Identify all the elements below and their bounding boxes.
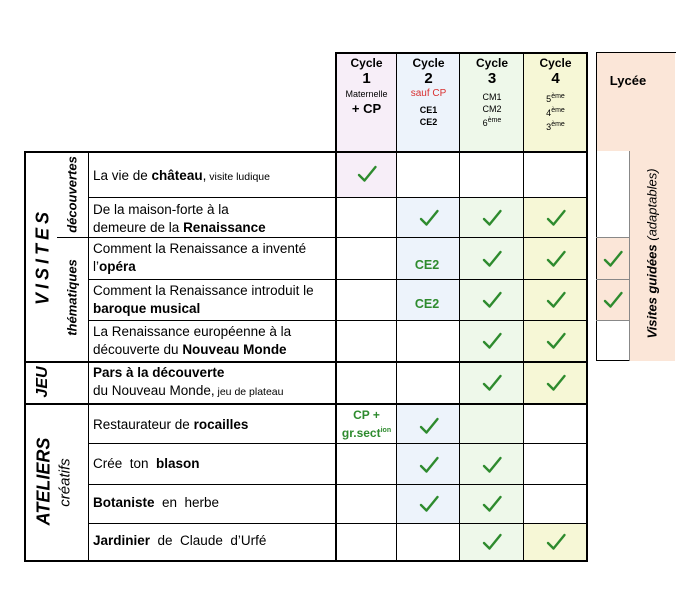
grid-line bbox=[24, 151, 26, 562]
grid-line bbox=[596, 52, 597, 361]
row-10-post: de Claude d’Urfé bbox=[150, 533, 267, 548]
grid-line bbox=[596, 279, 630, 280]
check-icon bbox=[418, 416, 440, 436]
row-label-5 bbox=[93, 323, 338, 359]
lycee-header: Lycée bbox=[609, 73, 647, 88]
row-3-line2: l’ bbox=[93, 259, 99, 274]
cycle-3-number: 3 bbox=[487, 70, 497, 87]
grid-line bbox=[596, 360, 630, 361]
check-icon bbox=[481, 249, 503, 269]
check-icon bbox=[418, 208, 440, 228]
cycle-4-line2-sup: ème bbox=[551, 107, 565, 114]
cycle-3-label: Cycle bbox=[475, 56, 509, 70]
row-label-3 bbox=[93, 240, 338, 276]
grid-line bbox=[88, 484, 587, 485]
row-9-bold: Botaniste bbox=[93, 495, 155, 510]
cycle-1-line2: + CP bbox=[351, 101, 382, 116]
check-icon bbox=[481, 331, 503, 351]
cycle-3-line2: CM2 bbox=[482, 104, 502, 114]
check-icon bbox=[418, 494, 440, 514]
row-label-10 bbox=[93, 532, 338, 550]
cycle-2-line1: sauf CP bbox=[410, 88, 447, 99]
cell-cp-line2: gr.sect bbox=[341, 426, 381, 440]
grid-line bbox=[596, 52, 676, 53]
check-icon bbox=[545, 249, 567, 269]
check-icon bbox=[545, 331, 567, 351]
cycle-4-header bbox=[524, 56, 587, 133]
visites-guidees-text: Visites guidées bbox=[644, 244, 660, 339]
cycle-2-label: Cycle bbox=[412, 56, 445, 70]
grid-line bbox=[24, 151, 588, 153]
row-3-line1: Comment la Renaissance a inventé bbox=[93, 241, 307, 256]
row-2-line1: De la maison-forte à la bbox=[93, 202, 229, 217]
check-icon bbox=[545, 373, 567, 393]
cycle-4-number: 4 bbox=[551, 70, 560, 87]
check-icon bbox=[545, 290, 567, 310]
cycle-4-line2: 4 bbox=[546, 108, 552, 118]
grid-line bbox=[88, 237, 587, 238]
row-1-tiny: visite ludique bbox=[206, 171, 270, 183]
row-label-9 bbox=[93, 494, 338, 512]
check-icon bbox=[481, 290, 503, 310]
grid-line bbox=[629, 151, 630, 361]
row-7-pre: Restaurateur de bbox=[93, 417, 194, 432]
row-label-6 bbox=[93, 364, 338, 401]
grid-line bbox=[88, 279, 587, 280]
section-ateliers: ATELIERS bbox=[33, 437, 54, 526]
row-label-7 bbox=[93, 416, 338, 434]
row-4-line1: Comment la Renaissance introduit le bbox=[93, 283, 314, 298]
grid-line bbox=[335, 52, 588, 54]
cycle-1-line1: Maternelle bbox=[345, 89, 388, 99]
cycle-3-line3-sup: ème bbox=[487, 117, 502, 124]
grid-line bbox=[88, 443, 587, 444]
check-icon bbox=[418, 455, 440, 475]
row-9-post: en herbe bbox=[154, 495, 220, 510]
section-thematiques: thématiques bbox=[64, 259, 80, 336]
row-8-bold: blason bbox=[156, 456, 200, 471]
row-8-pre: Crée ton bbox=[93, 456, 157, 471]
check-icon bbox=[356, 164, 378, 184]
row-label-4 bbox=[93, 282, 338, 318]
cycle-2-number: 2 bbox=[424, 70, 433, 87]
check-icon bbox=[602, 290, 624, 310]
cycle-1-number: 1 bbox=[362, 70, 371, 87]
row-6-bold: Pars à la découverte bbox=[93, 365, 225, 380]
cycle-1-header bbox=[336, 56, 397, 118]
row-5-line1: La Renaissance européenne à la bbox=[93, 324, 292, 339]
cell-cp-grsection bbox=[336, 408, 397, 441]
grid-line bbox=[24, 361, 588, 363]
row-7-bold: rocailles bbox=[193, 417, 249, 432]
row-3-bold: opéra bbox=[99, 259, 136, 274]
check-icon bbox=[481, 532, 503, 552]
section-jeu: JEU bbox=[34, 366, 51, 398]
cell-ce2-row3: CE2 bbox=[414, 258, 440, 272]
section-visites: VISITES bbox=[32, 207, 53, 306]
grid-line bbox=[596, 237, 630, 238]
visites-guidees-label bbox=[645, 154, 660, 354]
row-1-bold: château bbox=[151, 168, 203, 183]
cycle-2-line2: CE1 bbox=[419, 105, 438, 115]
cycle-2-line3: CE2 bbox=[419, 117, 438, 127]
cycle-4-label: Cycle bbox=[539, 56, 572, 70]
check-icon bbox=[545, 208, 567, 228]
cycle-4-line1: 5 bbox=[546, 94, 552, 104]
cycle-4-line3: 3 bbox=[546, 122, 552, 132]
cycle-4-line3-sup: ème bbox=[551, 121, 565, 128]
cycle-1-label: Cycle bbox=[350, 56, 383, 70]
grid-line bbox=[88, 151, 89, 561]
lycee-header-bg bbox=[597, 53, 675, 151]
check-icon bbox=[602, 249, 624, 269]
grid-line bbox=[596, 320, 630, 321]
row-10-bold: Jardinier bbox=[93, 533, 151, 548]
check-icon bbox=[545, 532, 567, 552]
row-6-line2: du Nouveau Monde, bbox=[93, 383, 215, 398]
row-6-tiny: jeu de plateau bbox=[214, 386, 284, 398]
cycle-4-line1-sup: ème bbox=[551, 93, 565, 100]
cycle-3-line1: CM1 bbox=[482, 92, 502, 102]
row-label-8 bbox=[93, 455, 338, 473]
row-1-pre: La vie de bbox=[93, 168, 152, 183]
row-label-2 bbox=[93, 201, 338, 237]
check-icon bbox=[481, 208, 503, 228]
row-2-line2: demeure de la bbox=[93, 220, 184, 235]
row-5-line2: découverte du bbox=[93, 342, 183, 357]
row-label-1 bbox=[93, 167, 338, 186]
cell-ce2-row4: CE2 bbox=[414, 297, 440, 311]
row-4-bold: baroque musical bbox=[93, 301, 201, 316]
cycle-3-line3: 6 bbox=[482, 118, 488, 128]
row-1-post: , bbox=[202, 168, 207, 183]
cycle-3-header bbox=[460, 56, 524, 129]
cycle-2-header bbox=[397, 56, 460, 128]
grid-line bbox=[88, 523, 587, 524]
cell-cp-line1: CP + bbox=[353, 408, 380, 422]
grid-line bbox=[24, 403, 588, 405]
section-creatifs: créatifs bbox=[56, 458, 74, 507]
grid-line bbox=[88, 320, 587, 321]
check-icon bbox=[481, 373, 503, 393]
adaptables-text: (adaptables) bbox=[644, 168, 660, 241]
grid-line bbox=[88, 197, 587, 198]
row-5-bold: Nouveau Monde bbox=[182, 342, 287, 357]
section-decouvertes: découvertes bbox=[64, 156, 80, 233]
check-icon bbox=[481, 494, 503, 514]
cell-cp-sup: ion bbox=[380, 427, 392, 434]
row-2-bold: Renaissance bbox=[183, 220, 266, 235]
check-icon bbox=[481, 455, 503, 475]
grid-line bbox=[335, 52, 337, 152]
grid-line bbox=[24, 560, 588, 562]
